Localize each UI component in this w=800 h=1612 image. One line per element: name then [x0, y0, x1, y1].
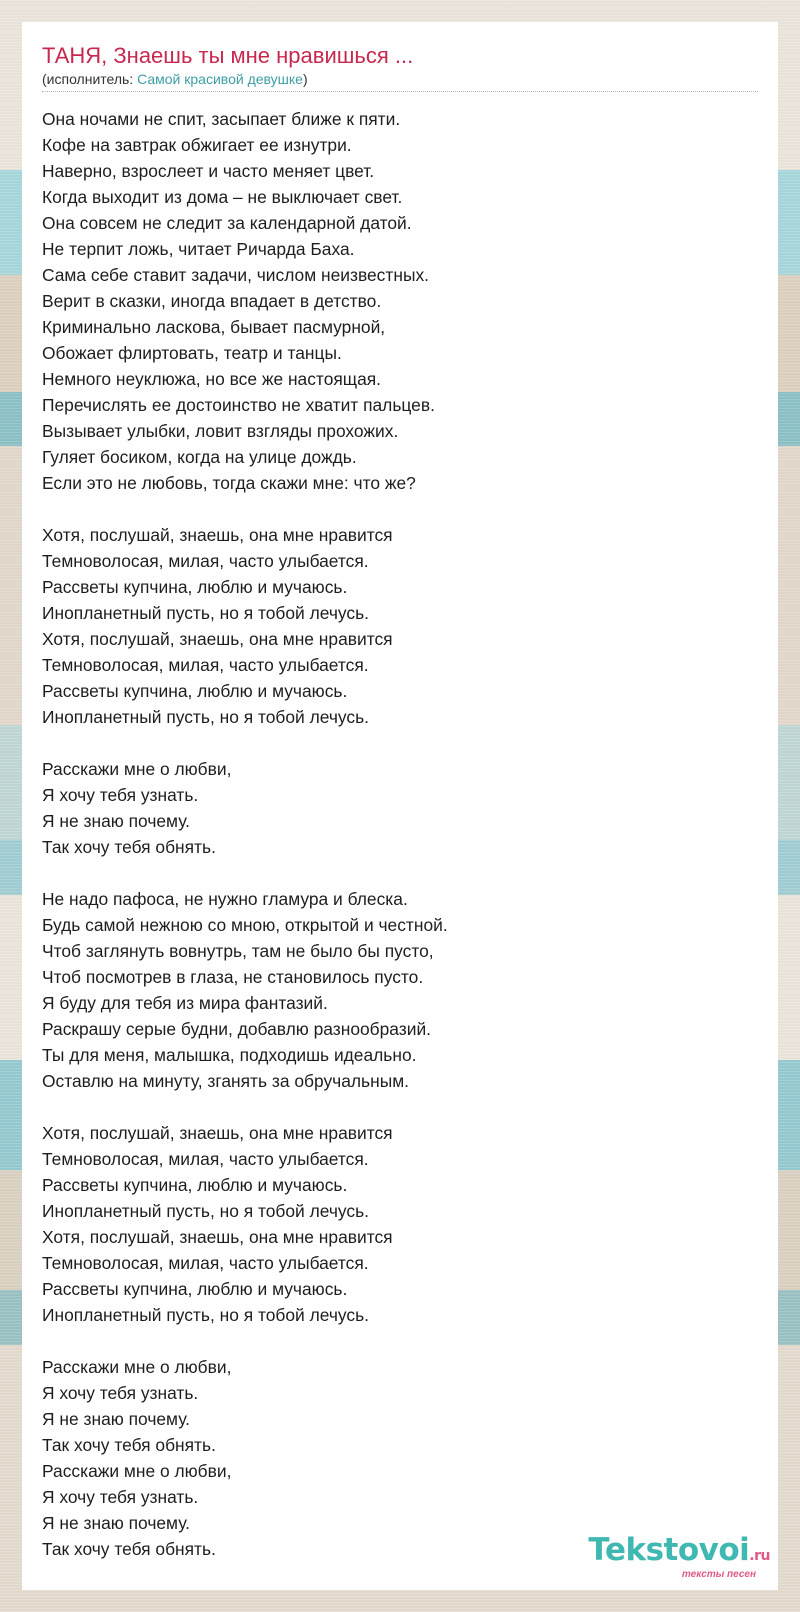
lyric-line: Будь самой нежною со мною, открытой и честной. [42, 915, 448, 935]
lyrics-card [22, 22, 778, 1590]
lyric-line: Расскажи мне о любви, [42, 1461, 232, 1481]
lyric-line: Темноволосая, милая, часто улыбается. [42, 655, 369, 675]
lyric-line: Оставлю на минуту, зганять за обручальным. [42, 1071, 409, 1091]
lyric-line: Темноволосая, милая, часто улыбается. [42, 551, 369, 571]
lyric-line: Раскрашу серые будни, добавлю разнообразий. [42, 1019, 432, 1039]
lyric-line: Хотя, послушай, знаешь, она мне нравится [42, 1123, 393, 1143]
artist-prefix: (исполнитель: [42, 71, 138, 87]
lyric-line: Наверно, взрослеет и часто меняет цвет. [42, 161, 375, 181]
logo-tagline: тексты песен [681, 1569, 756, 1580]
lyric-line: Инопланетный пусть, но я тобой лечусь. [42, 707, 369, 727]
lyric-line: Если это не любовь, тогда скажи мне: что же? [42, 473, 416, 493]
lyric-line: Не терпит ложь, читает Ричарда Баха. [42, 239, 355, 259]
stanza-gap [42, 1094, 758, 1120]
lyric-line: Рассветы купчина, люблю и мучаюсь. [42, 1175, 348, 1195]
lyric-line: Перечислять ее достоинство не хватит пальцев. [42, 395, 435, 415]
lyric-line: Хотя, послушай, знаешь, она мне нравится [42, 1227, 393, 1247]
lyric-line: Темноволосая, милая, часто улыбается. [42, 1253, 369, 1273]
lyric-line: Она совсем не следит за календарной датой. [42, 213, 412, 233]
lyric-line: Чтоб посмотрев в глаза, не становилось пусто. [42, 967, 424, 987]
lyric-line: Расскажи мне о любви, [42, 1357, 232, 1377]
lyric-line: Я хочу тебя узнать. [42, 1383, 199, 1403]
logo-wordmark [588, 1534, 770, 1572]
lyric-line: Обожает флиртовать, театр и танцы. [42, 343, 342, 363]
lyric-line: Расскажи мне о любви, [42, 759, 232, 779]
lyric-line: Рассветы купчина, люблю и мучаюсь. [42, 681, 348, 701]
lyric-line: Инопланетный пусть, но я тобой лечусь. [42, 603, 369, 623]
lyric-line: Чтоб заглянуть вовнутрь, там не было бы пусто, [42, 941, 434, 961]
lyric-line: Я не знаю почему. [42, 1513, 190, 1533]
stanza-gap [42, 496, 758, 522]
site-logo[interactable] [588, 1534, 770, 1580]
artist-line [42, 70, 758, 92]
lyric-line: Когда выходит из дома – не выключает свет. [42, 187, 403, 207]
stanza-gap [42, 730, 758, 756]
lyric-line: Вызывает улыбки, ловит взгляды прохожих. [42, 421, 399, 441]
lyric-line: Темноволосая, милая, часто улыбается. [42, 1149, 369, 1169]
lyric-line: Хотя, послушай, знаешь, она мне нравится [42, 525, 393, 545]
lyric-line: Гуляет босиком, когда на улице дождь. [42, 447, 357, 467]
song-title: ТАНЯ, Знаешь ты мне нравишься ... [42, 43, 414, 68]
lyric-line: Так хочу тебя обнять. [42, 1435, 216, 1455]
lyric-line: Так хочу тебя обнять. [42, 1539, 216, 1559]
lyric-line: Ты для меня, малышка, подходишь идеально. [42, 1045, 417, 1065]
lyric-line: Я не знаю почему. [42, 811, 190, 831]
lyric-line: Рассветы купчина, люблю и мучаюсь. [42, 577, 348, 597]
stanza-gap [42, 1328, 758, 1354]
stanza-gap [42, 860, 758, 886]
lyric-line: Я хочу тебя узнать. [42, 785, 199, 805]
lyric-line: Она ночами не спит, засыпает ближе к пяти. [42, 109, 401, 129]
lyric-line: Криминально ласкова, бывает пасмурной, [42, 317, 386, 337]
lyric-line: Так хочу тебя обнять. [42, 837, 216, 857]
lyric-line: Кофе на завтрак обжигает ее изнутри. [42, 135, 352, 155]
lyric-line: Я не знаю почему. [42, 1409, 190, 1429]
lyrics-text [42, 106, 758, 1562]
lyric-line: Верит в сказки, иногда впадает в детство. [42, 291, 382, 311]
lyric-line: Не надо пафоса, не нужно гламура и блеска. [42, 889, 408, 909]
lyric-line: Сама себе ставит задачи, числом неизвестных. [42, 265, 429, 285]
lyric-line: Я буду для тебя из мира фантазий. [42, 993, 328, 1013]
lyric-line: Я хочу тебя узнать. [42, 1487, 199, 1507]
logo-tld: .ru [749, 1548, 770, 1564]
lyric-line: Инопланетный пусть, но я тобой лечусь. [42, 1305, 369, 1325]
logo-name: Tekstovoi [588, 1532, 750, 1568]
artist-link[interactable]: Самой красивой девушке [137, 71, 303, 87]
lyric-line: Рассветы купчина, люблю и мучаюсь. [42, 1279, 348, 1299]
lyric-line: Хотя, послушай, знаешь, она мне нравится [42, 629, 393, 649]
lyric-line: Инопланетный пусть, но я тобой лечусь. [42, 1201, 369, 1221]
artist-suffix: ) [302, 71, 308, 87]
lyric-line: Немного неуклюжа, но все же настоящая. [42, 369, 382, 389]
